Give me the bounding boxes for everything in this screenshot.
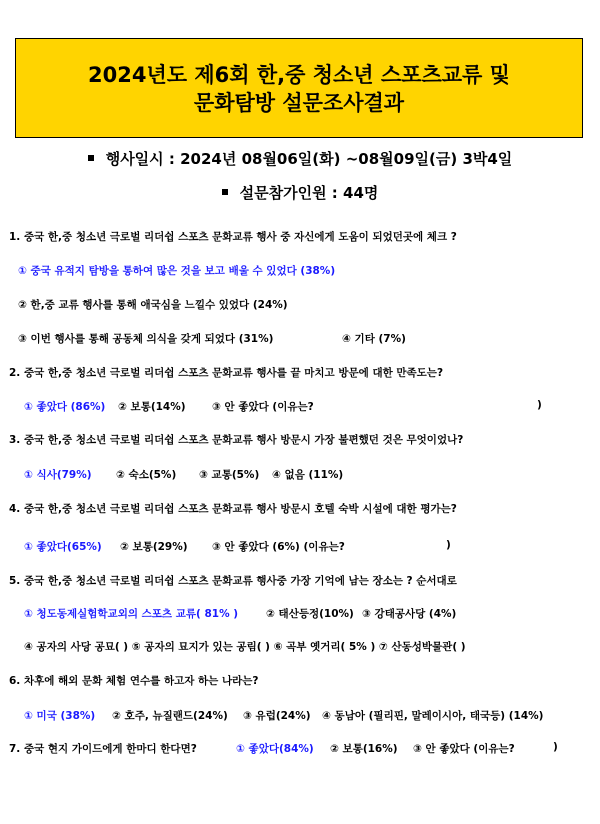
q4-answer-2: ② 보통(29%) [120,541,188,553]
q3-answer-3: ③ 교통(5%) [199,469,260,481]
q1-answer-2: ② 한,중 교류 행사를 통해 애국심을 느낄수 있었다 (24%) [18,299,288,311]
participant-count-text: 설문참가인원 : 44명 [239,184,379,202]
q3-answer-2: ② 숙소(5%) [116,469,177,481]
event-period-text: 행사일시 : 2024년 08월06일(화) ~08월09일(금) 3박4일 [105,150,513,168]
event-period [0,148,600,169]
q7-answer-1: ① 좋았다(84%) [236,743,314,755]
question-2: 2. 중국 한,중 청소년 극로벌 리더쉽 스포츠 문화교류 행사를 끝 마치고 방문에 대한 만족도는? [9,367,444,379]
q1-answer-1: ① 중국 유적지 탐방을 통하여 많은 것을 보고 배울 수 있었다 (38%) [18,265,336,277]
q5-answer-4: ④ 공자의 사당 공묘( ) ⑤ 공자의 묘지가 있는 공림( ) ⑥ 곡부 옛거리( 5% ) ⑦ 산동성박물관( ) [24,641,466,653]
question-3: 3. 중국 한,중 청소년 극로벌 리더쉽 스포츠 문화교류 행사 방문시 가장 불편했던 것은 무엇이었나? [9,434,464,446]
title-box [15,38,583,138]
question-4: 4. 중국 한,중 청소년 극로벌 리더쉽 스포츠 문화교류 행사 방문시 호텔 숙박 시설에 대한 평가는? [9,503,457,515]
q4-answer-4: ) [446,539,451,551]
q6-answer-4: ④ 동남아 (필리핀, 말레이시아, 태국등) (14%) [322,710,544,722]
q4-answer-1: ① 좋았다(65%) [24,541,102,553]
q7-answer-2: ② 보통(16%) [330,743,398,755]
q2-answer-4: ) [537,399,542,411]
q7-answer-4: ) [553,741,558,753]
question-1: 1. 중국 한,중 청소년 극로벌 리더쉽 스포츠 문화교류 행사 중 자신에게 도움이 되었던곳에 체크 ? [9,231,457,243]
q1-answer-3: ③ 이번 행사를 통해 공동체 의식을 갖게 되었다 (31%) [18,333,274,345]
question-6: 6. 차후에 해외 문화 체험 연수를 하고자 하는 나라는? [9,675,259,687]
q3-answer-4: ④ 없음 (11%) [272,469,344,481]
q4-answer-3: ③ 안 좋았다 (6%) (이유는? [212,541,345,553]
q2-answer-2: ② 보통(14%) [118,401,186,413]
bullet-icon [222,189,228,195]
q6-answer-1: ① 미국 (38%) [24,710,96,722]
title-line-2: 문화탐방 설문조사결과 [193,91,405,115]
q6-answer-2: ② 호주, 뉴질랜드(24%) [112,710,228,722]
participant-count [0,182,600,203]
q3-answer-1: ① 식사(79%) [24,469,92,481]
bullet-icon [88,155,94,161]
question-7: 7. 중국 현지 가이드에게 한마디 한다면? [9,743,197,755]
q7-answer-3: ③ 안 좋았다 (이유는? [413,743,515,755]
q2-answer-3: ③ 안 좋았다 (이유는? [212,401,314,413]
q5-answer-2: ② 태산등정(10%) [266,608,354,620]
q2-answer-1: ① 좋았다 (86%) [24,401,106,413]
q6-answer-3: ③ 유럽(24%) [243,710,311,722]
q5-answer-3: ③ 강태공사당 (4%) [362,608,457,620]
q5-answer-1: ① 청도동제실험학교외의 스포츠 교류( 81% ) [24,608,239,620]
q1-answer-4: ④ 기타 (7%) [342,333,406,345]
question-5: 5. 중국 한,중 청소년 극로벌 리더쉽 스포츠 문화교류 행사중 가장 기억에 남는 장소는 ? 순서대로 [9,575,457,587]
title-line-1: 2024년도 제6회 한,중 청소년 스포츠교류 및 [88,63,510,87]
